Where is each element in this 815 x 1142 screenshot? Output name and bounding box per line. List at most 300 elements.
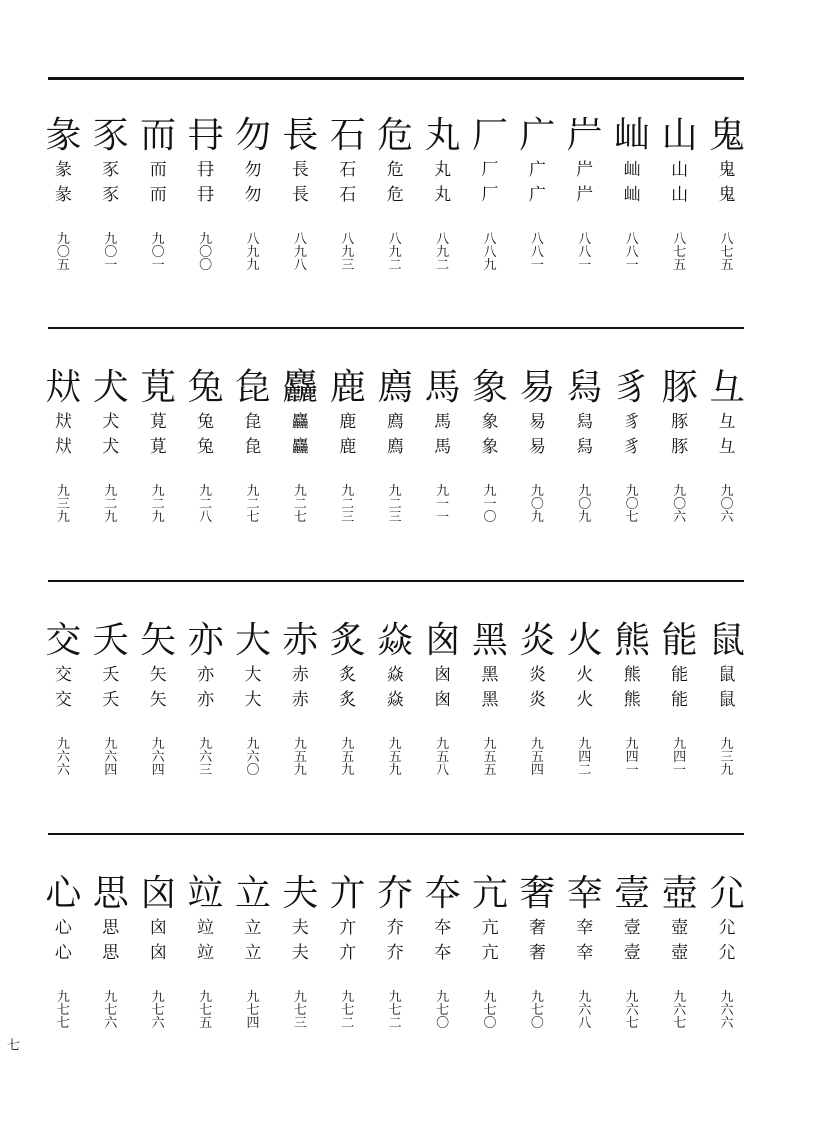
radical-character: 亢	[471, 873, 508, 914]
page-reference: 九 七 五	[199, 990, 213, 1031]
radical-row	[45, 367, 745, 567]
radical-character: 舄	[566, 367, 603, 408]
page-reference: 九 四 一	[625, 737, 639, 778]
radical-entry	[514, 620, 560, 777]
radical-character: 長	[282, 115, 319, 156]
regular-script-form: 竝	[197, 943, 215, 963]
regular-script-form: 兔	[197, 437, 215, 457]
radical-character: 彑	[708, 367, 745, 408]
seal-script-form: 亣	[339, 918, 357, 938]
regular-script-form: 矢	[149, 690, 167, 710]
seal-script-form: 㹜	[54, 412, 72, 432]
regular-script-form: 能	[671, 690, 689, 710]
radical-character: 鬼	[708, 115, 745, 156]
radical-row	[45, 115, 745, 315]
radical-character: 立	[234, 873, 271, 914]
page-reference: 九 六 七	[625, 990, 639, 1031]
radical-character: 奢	[519, 873, 556, 914]
radical-entry	[230, 620, 276, 777]
page-reference: 九 三 九	[720, 737, 734, 778]
page-reference: 九 〇 一	[104, 232, 118, 273]
page-reference: 九 六 六	[56, 737, 70, 778]
page-reference: 九 〇 六	[720, 484, 734, 525]
radical-character: 能	[661, 620, 698, 661]
regular-script-form: 豸	[623, 437, 641, 457]
regular-script-form: 大	[244, 690, 262, 710]
radical-character: 夲	[424, 873, 461, 914]
radical-entry	[230, 367, 276, 524]
seal-script-form: 厂	[481, 160, 499, 180]
seal-script-form: 犬	[102, 412, 120, 432]
regular-script-form: 焱	[386, 690, 404, 710]
radical-character: 黑	[471, 620, 508, 661]
regular-script-form: 莧	[149, 437, 167, 457]
seal-script-form: 易	[528, 412, 546, 432]
radical-entry	[325, 620, 371, 777]
regular-script-form: 鹿	[339, 437, 357, 457]
radical-character: 㹜	[45, 367, 82, 408]
radical-entry	[467, 873, 513, 1030]
page-reference: 九 四 二	[578, 737, 592, 778]
seal-script-form: 思	[102, 918, 120, 938]
radical-entry	[325, 367, 371, 524]
regular-script-form: 彑	[718, 437, 736, 457]
regular-script-form: 石	[339, 185, 357, 205]
page-reference: 九 二 九	[151, 484, 165, 525]
regular-script-form: 鼠	[718, 690, 736, 710]
seal-script-form: 亢	[481, 918, 499, 938]
regular-script-form: 豕	[102, 185, 120, 205]
page-reference: 九 六 三	[199, 737, 213, 778]
seal-script-form: 夭	[102, 665, 120, 685]
page-reference: 九 一 〇	[483, 484, 497, 525]
radical-entry	[277, 115, 323, 272]
page-reference: 八 九 二	[436, 232, 450, 273]
radical-character: 屵	[566, 115, 603, 156]
radical-character: 夫	[282, 873, 319, 914]
regular-script-form: 奢	[528, 943, 546, 963]
seal-script-form: 熊	[623, 665, 641, 685]
regular-script-form: 屵	[576, 185, 594, 205]
radical-character: 厂	[471, 115, 508, 156]
seal-script-form: 冄	[197, 160, 215, 180]
seal-script-form: 亦	[197, 665, 215, 685]
radical-entry	[40, 367, 86, 524]
seal-script-form: 彖	[54, 160, 72, 180]
page-reference: 九 五 四	[530, 737, 544, 778]
radical-character: 交	[45, 620, 82, 661]
radical-character: 㲋	[234, 367, 271, 408]
radical-entry	[704, 873, 750, 1030]
radical-entry	[609, 367, 655, 524]
regular-script-form: 屾	[623, 185, 641, 205]
regular-script-form: 鬼	[718, 185, 736, 205]
radical-character: 麤	[282, 367, 319, 408]
radical-entry	[325, 115, 371, 272]
seal-script-form: 莧	[149, 412, 167, 432]
page-reference: 八 九 九	[246, 232, 260, 273]
page-reference: 九 七 〇	[483, 990, 497, 1031]
radical-row	[45, 873, 745, 1073]
radical-entry	[135, 873, 181, 1030]
seal-script-form: 石	[339, 160, 357, 180]
radical-character: 炙	[329, 620, 366, 661]
seal-script-form: 炙	[339, 665, 357, 685]
radical-entry	[135, 620, 181, 777]
radical-character: 易	[519, 367, 556, 408]
seal-script-form: 象	[481, 412, 499, 432]
seal-script-form: 火	[576, 665, 594, 685]
radical-character: 竝	[187, 873, 224, 914]
page-reference: 九 六 四	[151, 737, 165, 778]
radical-character: 炎	[519, 620, 556, 661]
page-reference: 九 七 六	[151, 990, 165, 1031]
regular-script-form: 思	[102, 943, 120, 963]
page-reference: 九 二 七	[293, 484, 307, 525]
seal-script-form: 㚔	[576, 918, 594, 938]
regular-script-form: 㚔	[576, 943, 594, 963]
regular-script-form: 山	[671, 185, 689, 205]
seal-script-form: 鹿	[339, 412, 357, 432]
regular-script-form: 冄	[197, 185, 215, 205]
radical-character: 壹	[614, 873, 651, 914]
radical-entry	[704, 367, 750, 524]
regular-script-form: 長	[291, 185, 309, 205]
seal-script-form: 能	[671, 665, 689, 685]
radical-entry	[372, 873, 418, 1030]
seal-script-form: 大	[244, 665, 262, 685]
radical-character: 矢	[140, 620, 177, 661]
seal-script-form: 豚	[671, 412, 689, 432]
page-reference: 八 九 三	[341, 232, 355, 273]
regular-script-form: 熊	[623, 690, 641, 710]
radical-entry	[704, 115, 750, 272]
regular-script-form: 危	[386, 185, 404, 205]
radical-character: 兔	[187, 367, 224, 408]
regular-script-form: 赤	[291, 690, 309, 710]
seal-script-form: 奢	[528, 918, 546, 938]
seal-script-form: 馬	[434, 412, 452, 432]
regular-script-form: 勿	[244, 185, 262, 205]
page-number: 七	[4, 1038, 19, 1051]
regular-script-form: 象	[481, 437, 499, 457]
section-divider	[48, 833, 744, 835]
seal-script-form: 炎	[528, 665, 546, 685]
radical-entry	[609, 115, 655, 272]
seal-script-form: 广	[528, 160, 546, 180]
radical-entry	[372, 367, 418, 524]
seal-script-form: 立	[244, 918, 262, 938]
regular-script-form: 廌	[386, 437, 404, 457]
radical-entry	[657, 620, 703, 777]
page-reference: 九 五 九	[293, 737, 307, 778]
radical-character: 鹿	[329, 367, 366, 408]
page-reference: 九 七 〇	[436, 990, 450, 1031]
radical-character: 亦	[187, 620, 224, 661]
page-reference: 九 〇 七	[625, 484, 639, 525]
page-reference: 九 七 六	[104, 990, 118, 1031]
page-reference: 九 三 九	[56, 484, 70, 525]
page-reference: 九 〇 一	[151, 232, 165, 273]
radical-character: 壺	[661, 873, 698, 914]
regular-script-form: 易	[528, 437, 546, 457]
radical-character: 熊	[614, 620, 651, 661]
seal-script-form: 赤	[291, 665, 309, 685]
regular-script-form: 丸	[434, 185, 452, 205]
radical-entry	[183, 873, 229, 1030]
page-reference: 九 二 三	[388, 484, 402, 525]
regular-script-form: 心	[54, 943, 72, 963]
seal-script-form: 矢	[149, 665, 167, 685]
radical-entry	[183, 115, 229, 272]
seal-script-form: 壺	[671, 918, 689, 938]
seal-script-form: 兔	[197, 412, 215, 432]
radical-character: 馬	[424, 367, 461, 408]
page-reference: 八 八 一	[625, 232, 639, 273]
radical-entry	[88, 873, 134, 1030]
radical-entry	[325, 873, 371, 1030]
radical-entry	[467, 367, 513, 524]
radical-character: 丸	[424, 115, 461, 156]
seal-script-form: 黑	[481, 665, 499, 685]
radical-entry	[135, 367, 181, 524]
seal-script-form: 夫	[291, 918, 309, 938]
radical-character: 莧	[140, 367, 177, 408]
radical-entry	[657, 115, 703, 272]
seal-script-form: 囪	[434, 665, 452, 685]
radical-character: 而	[140, 115, 177, 156]
seal-script-form: 焱	[386, 665, 404, 685]
page-reference: 九 〇 九	[530, 484, 544, 525]
regular-script-form: 夲	[434, 943, 452, 963]
radical-entry	[40, 115, 86, 272]
seal-script-form: 㲋	[244, 412, 262, 432]
page-reference: 九 七 七	[56, 990, 70, 1031]
radical-entry	[609, 620, 655, 777]
page-reference: 九 六 八	[578, 990, 592, 1031]
regular-script-form: 舄	[576, 437, 594, 457]
radical-entry	[183, 367, 229, 524]
radical-character: 尣	[708, 873, 745, 914]
seal-script-form: 夲	[434, 918, 452, 938]
radical-entry	[40, 873, 86, 1030]
page-reference: 九 〇 九	[578, 484, 592, 525]
page-reference: 九 七 〇	[530, 990, 544, 1031]
page-reference: 九 五 九	[388, 737, 402, 778]
radical-entry	[657, 367, 703, 524]
page-reference: 九 六 〇	[246, 737, 260, 778]
radical-character: 夭	[92, 620, 129, 661]
page-reference: 九 七 二	[341, 990, 355, 1031]
regular-script-form: 夭	[102, 690, 120, 710]
page-reference: 九 四 一	[673, 737, 687, 778]
radical-character: 焱	[377, 620, 414, 661]
radical-entry	[704, 620, 750, 777]
radical-entry	[277, 873, 323, 1030]
radical-character: 亣	[329, 873, 366, 914]
regular-script-form: 黑	[481, 690, 499, 710]
section-divider	[48, 580, 744, 582]
radical-character: 勿	[234, 115, 271, 156]
page-reference: 九 一 一	[436, 484, 450, 525]
radical-entry	[514, 367, 560, 524]
regular-script-form: 馬	[434, 437, 452, 457]
regular-script-form: 囟	[149, 943, 167, 963]
regular-script-form: 豚	[671, 437, 689, 457]
radical-entry	[230, 873, 276, 1030]
page-reference: 九 七 二	[388, 990, 402, 1031]
radical-character: 囪	[424, 620, 461, 661]
seal-script-form: 豕	[102, 160, 120, 180]
radical-character: 犬	[92, 367, 129, 408]
radical-character: 夰	[377, 873, 414, 914]
page-reference: 九 〇 〇	[199, 232, 213, 273]
radical-character: 彖	[45, 115, 82, 156]
radical-character: 赤	[282, 620, 319, 661]
regular-script-form: 亦	[197, 690, 215, 710]
regular-script-form: 壹	[623, 943, 641, 963]
seal-script-form: 長	[291, 160, 309, 180]
radical-character: 大	[234, 620, 271, 661]
radical-character: 象	[471, 367, 508, 408]
radical-entry	[420, 873, 466, 1030]
section-divider	[48, 327, 744, 329]
seal-script-form: 鬼	[718, 160, 736, 180]
radical-entry	[420, 115, 466, 272]
radical-character: 鼠	[708, 620, 745, 661]
regular-script-form: 囪	[434, 690, 452, 710]
radical-character: 豚	[661, 367, 698, 408]
radical-character: 石	[329, 115, 366, 156]
regular-script-form: 立	[244, 943, 262, 963]
regular-script-form: 彖	[54, 185, 72, 205]
seal-script-form: 屾	[623, 160, 641, 180]
seal-script-form: 豸	[623, 412, 641, 432]
seal-script-form: 屵	[576, 160, 594, 180]
page-reference: 九 二 七	[246, 484, 260, 525]
regular-script-form: 㲋	[244, 437, 262, 457]
regular-script-form: 炎	[528, 690, 546, 710]
regular-script-form: 炙	[339, 690, 357, 710]
seal-script-form: 尣	[718, 918, 736, 938]
seal-script-form: 麤	[291, 412, 309, 432]
radical-entry	[88, 115, 134, 272]
seal-script-form: 心	[54, 918, 72, 938]
regular-script-form: 夫	[291, 943, 309, 963]
radical-character: 冄	[187, 115, 224, 156]
radical-entry	[420, 620, 466, 777]
seal-script-form: 交	[54, 665, 72, 685]
page-reference: 九 七 四	[246, 990, 260, 1031]
radical-entry	[135, 115, 181, 272]
radical-entry	[562, 620, 608, 777]
radical-entry	[514, 873, 560, 1030]
page-reference: 九 〇 五	[56, 232, 70, 273]
radical-character: 㚔	[566, 873, 603, 914]
radical-character: 山	[661, 115, 698, 156]
page-reference: 八 七 五	[673, 232, 687, 273]
regular-script-form: 广	[528, 185, 546, 205]
seal-script-form: 壹	[623, 918, 641, 938]
radical-character: 豕	[92, 115, 129, 156]
page-reference: 九 五 八	[436, 737, 450, 778]
seal-script-form: 勿	[244, 160, 262, 180]
radical-entry	[277, 620, 323, 777]
page-reference: 八 八 一	[530, 232, 544, 273]
seal-script-form: 夰	[386, 918, 404, 938]
radical-entry	[183, 620, 229, 777]
regular-script-form: 亢	[481, 943, 499, 963]
radical-entry	[514, 115, 560, 272]
page-reference: 九 二 八	[199, 484, 213, 525]
radical-entry	[372, 115, 418, 272]
regular-script-form: 火	[576, 690, 594, 710]
regular-script-form: 麤	[291, 437, 309, 457]
radical-character: 廌	[377, 367, 414, 408]
page-reference: 九 五 九	[341, 737, 355, 778]
radical-entry	[88, 367, 134, 524]
page-reference: 八 九 八	[293, 232, 307, 273]
regular-script-form: 厂	[481, 185, 499, 205]
page-reference: 九 〇 六	[673, 484, 687, 525]
radical-entry	[562, 115, 608, 272]
radical-entry	[562, 367, 608, 524]
seal-script-form: 鼠	[718, 665, 736, 685]
radical-entry	[420, 367, 466, 524]
regular-script-form: 壺	[671, 943, 689, 963]
radical-entry	[40, 620, 86, 777]
regular-script-form: 㹜	[54, 437, 72, 457]
page-reference: 九 六 七	[673, 990, 687, 1031]
seal-script-form: 廌	[386, 412, 404, 432]
radical-character: 豸	[614, 367, 651, 408]
radical-entry	[88, 620, 134, 777]
regular-script-form: 而	[149, 185, 167, 205]
seal-script-form: 彑	[718, 412, 736, 432]
seal-script-form: 山	[671, 160, 689, 180]
page-reference: 九 二 九	[104, 484, 118, 525]
radical-character: 广	[519, 115, 556, 156]
page-reference: 九 五 五	[483, 737, 497, 778]
radical-entry	[372, 620, 418, 777]
page-reference: 八 九 二	[388, 232, 402, 273]
radical-entry	[657, 873, 703, 1030]
regular-script-form: 尣	[718, 943, 736, 963]
radical-entry	[467, 115, 513, 272]
radical-entry	[467, 620, 513, 777]
radical-character: 危	[377, 115, 414, 156]
radical-character: 火	[566, 620, 603, 661]
page-reference: 九 二 三	[341, 484, 355, 525]
regular-script-form: 犬	[102, 437, 120, 457]
radical-entry	[277, 367, 323, 524]
radical-entry	[609, 873, 655, 1030]
page-reference: 八 八 一	[578, 232, 592, 273]
regular-script-form: 亣	[339, 943, 357, 963]
page-reference: 九 七 三	[293, 990, 307, 1031]
seal-script-form: 危	[386, 160, 404, 180]
page-reference: 九 六 六	[720, 990, 734, 1031]
radical-entry	[230, 115, 276, 272]
seal-script-form: 舄	[576, 412, 594, 432]
page-reference: 九 六 四	[104, 737, 118, 778]
seal-script-form: 竝	[197, 918, 215, 938]
top-rule	[48, 77, 744, 80]
radical-character: 囟	[140, 873, 177, 914]
page-reference: 八 七 五	[720, 232, 734, 273]
radical-character: 屾	[614, 115, 651, 156]
radical-character: 思	[92, 873, 129, 914]
